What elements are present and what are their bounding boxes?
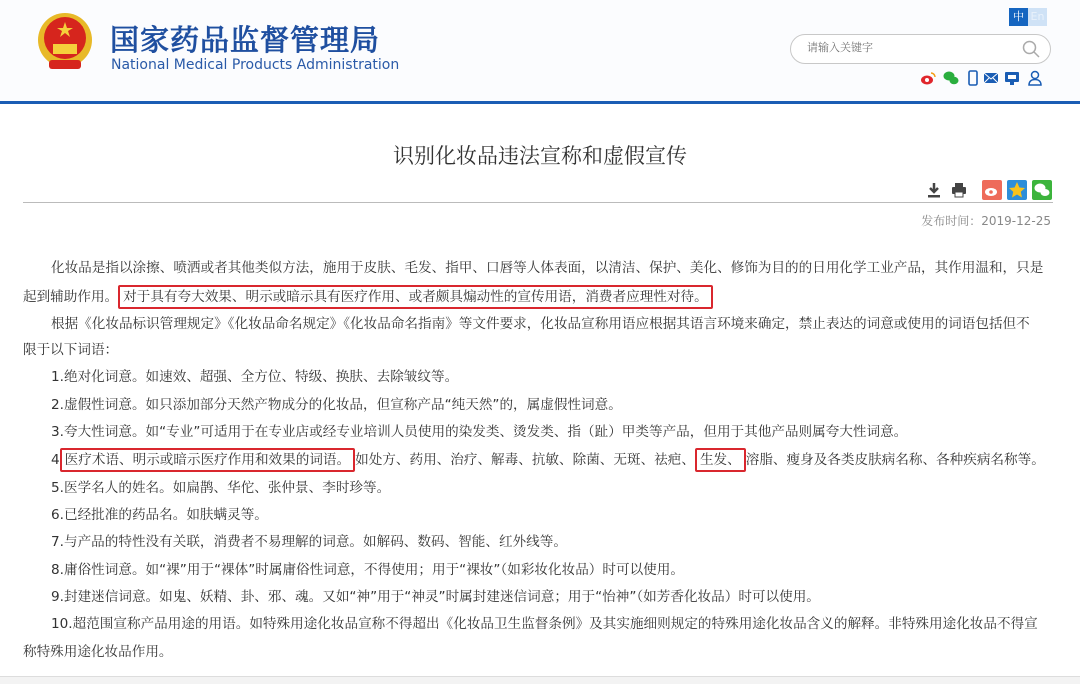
list-item: 5.医学名人的姓名。如扁鹊、华佗、张仲景、李时珍等。 xyxy=(51,480,391,496)
monitor-icon[interactable] xyxy=(1004,70,1020,86)
paragraph-line: 限于以下词语： xyxy=(23,342,119,358)
list-item: 3.夸大性词意。如“专业”可适用于在专业店或经专业培训人员使用的染发类、烫发类、指（趾）甲类等产品，但用于其他产品则属夸大性词意。 xyxy=(51,424,908,440)
site-logo-chinese[interactable]: 国家药品监督管理局 xyxy=(110,23,381,57)
user-icon[interactable] xyxy=(1027,70,1043,86)
national-emblem-icon xyxy=(37,12,93,72)
paragraph-line: 根据《化妆品标识管理规定》《化妆品命名规定》《化妆品命名指南》等文件要求，化妆品宣称用语应根据其语言环境来确定，禁止表达的词意或使用的词语包括但不 xyxy=(51,316,1030,332)
title-divider xyxy=(23,202,1053,203)
wechat-icon[interactable] xyxy=(943,70,959,86)
list-text: 如处方、药用、治疗、解毒、抗敏、除菌、无斑、祛疤、 xyxy=(355,452,695,468)
site-header xyxy=(0,0,1080,101)
search-box[interactable] xyxy=(790,34,1051,64)
share-wechat-icon[interactable] xyxy=(1032,180,1052,200)
list-item: 8.庸俗性词意。如“裸”用于“裸体”时属庸俗性词意，不得使用；用于“裸妆”（如彩妆化妆品）时可以使用。 xyxy=(51,562,684,578)
publish-date xyxy=(921,212,1051,229)
list-item: 称特殊用途化妆品作用。 xyxy=(23,644,173,660)
paragraph-text: 起到辅助作用。 xyxy=(23,289,119,305)
highlighted-text: 对于具有夸大效果、明示或暗示具有医疗作用、或者颇具煽动性的宣传用语，消费者应理性对待。 xyxy=(118,285,713,309)
print-icon[interactable] xyxy=(949,180,969,200)
highlighted-text: 医疗术语、明示或暗示医疗作用和效果的词语。 xyxy=(60,448,355,472)
paragraph-line: 化妆品是指以涂擦、喷洒或者其他类似方法，施用于皮肤、毛发、指甲、口唇等人体表面，以清洁、保护、美化、修饰为目的的日用化学工业产品，其作用温和，只是 xyxy=(51,260,1044,276)
list-item: 6.已经批准的药品名。如肤螨灵等。 xyxy=(51,507,268,523)
site-logo-english[interactable]: National Medical Products Administration xyxy=(111,57,400,73)
list-number: 4 xyxy=(51,452,60,468)
list-text: 溶脂、瘦身及各类皮肤病名称、各种疾病名称等。 xyxy=(745,452,1045,468)
list-item: 1.绝对化词意。如速效、超强、全方位、特级、换肤、去除皱纹等。 xyxy=(51,369,459,385)
mobile-icon[interactable] xyxy=(965,70,981,86)
share-qzone-icon[interactable] xyxy=(1007,180,1027,200)
list-item: 2.虚假性词意。如只添加部分天然产物成分的化妆品，但宣称产品“纯天然”的，属虚假性词意。 xyxy=(51,397,622,413)
highlighted-text: 生发、 xyxy=(695,448,746,472)
lang-english-button[interactable]: En xyxy=(1028,8,1047,26)
paragraph-line xyxy=(23,287,713,307)
list-item xyxy=(51,450,1045,470)
publish-date-value: 2019-12-25 xyxy=(981,214,1051,228)
download-icon[interactable] xyxy=(924,180,944,200)
browser-status-bar xyxy=(0,676,1080,684)
publish-date-label: 发布时间： xyxy=(921,214,982,228)
list-item: 10.超范围宣称产品用途的用语。如特殊用途化妆品宣称不得超出《化妆品卫生监督条例》及其实施细则规定的特殊用途化妆品含义的解释。非特殊用途化妆品不得宣 xyxy=(51,616,1038,632)
lang-chinese-button[interactable]: 中 xyxy=(1009,8,1028,26)
header-divider xyxy=(0,101,1080,104)
weibo-icon[interactable] xyxy=(920,70,936,86)
list-item: 7.与产品的特性没有关联，消费者不易理解的词意。如解码、数码、智能、红外线等。 xyxy=(51,534,567,550)
share-weibo-icon[interactable] xyxy=(982,180,1002,200)
list-item: 9.封建迷信词意。如鬼、妖精、卦、邪、魂。又如“神”用于“神灵”时属封建迷信词意；用于“怡神”（如芳香化妆品）时可以使用。 xyxy=(51,589,820,605)
article-title: 识别化妆品违法宣称和虚假宣传 xyxy=(393,144,687,168)
search-input[interactable] xyxy=(807,41,1007,54)
mail-icon[interactable] xyxy=(983,70,999,86)
search-icon[interactable] xyxy=(1022,40,1040,58)
